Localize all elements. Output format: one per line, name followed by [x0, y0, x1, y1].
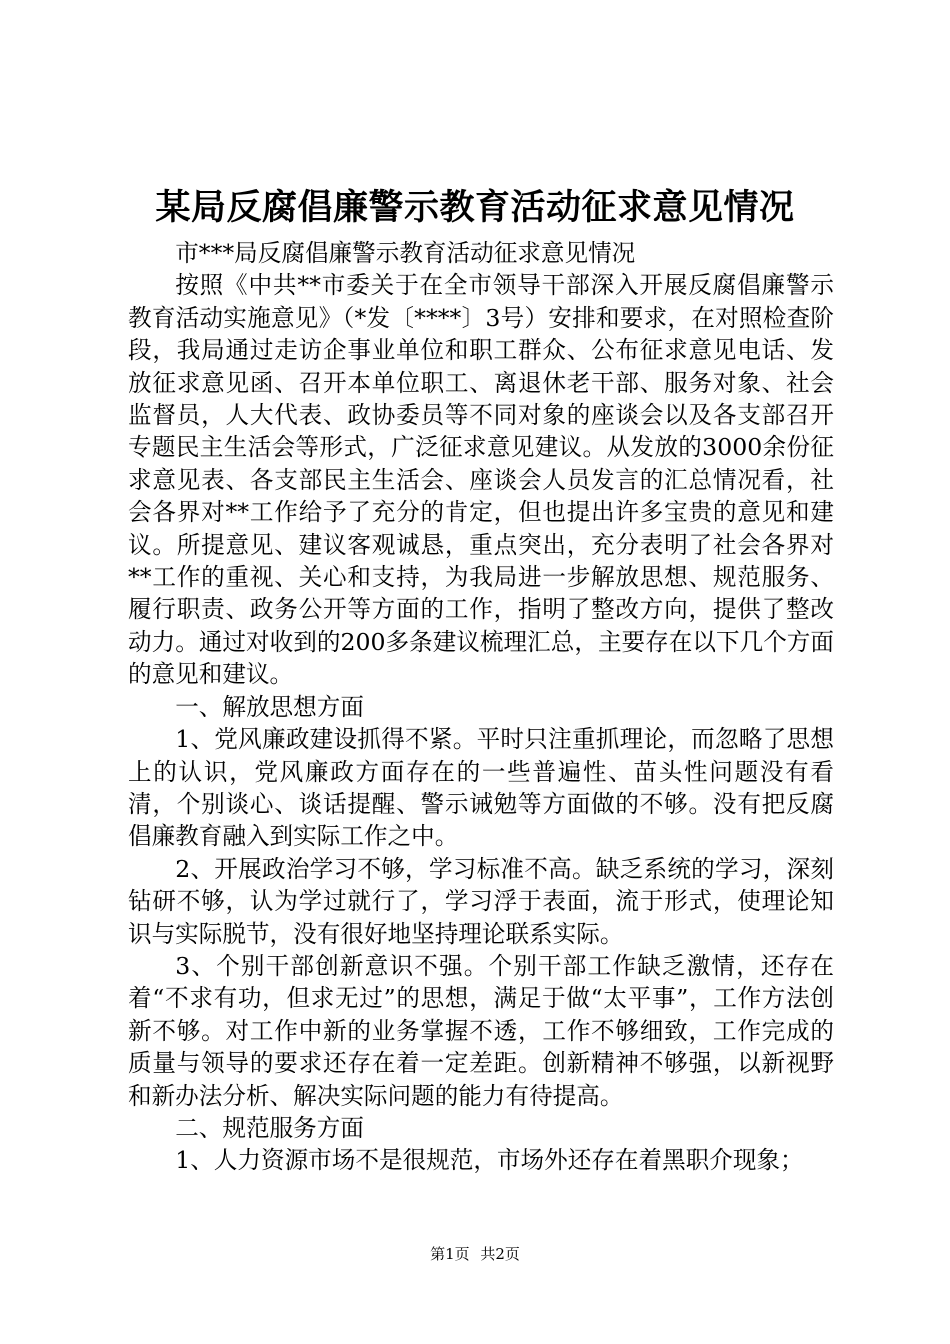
document-body	[128, 237, 834, 1177]
item-paragraph: 1、党风廉政建设抓得不紧。平时只注重抓理论，而忽略了思想上的认识，党风廉政方面存在的一些普遍性、苗头性问题没有看清，个别谈心、谈话提醒、警示诫勉等方面做的不够。没有把反腐倡廉教育融入到实际工作之中。	[128, 725, 834, 851]
document-title: 某局反腐倡廉警示教育活动征求意见情况	[155, 187, 795, 228]
subtitle-paragraph: 市***局反腐倡廉警示教育活动征求意见情况	[175, 239, 636, 267]
section-heading-1: 一、解放思想方面	[175, 692, 364, 721]
item-paragraph: 2、开展政治学习不够，学习标准不高。缺乏系统的学习，深刻钻研不够，认为学过就行了，学习浮于表面，流于形式，使理论知识与实际脱节，没有很好地坚持理论联系实际。	[128, 854, 834, 948]
page-number: 第1页	[430, 1245, 470, 1263]
page-total: 共2页	[480, 1245, 520, 1263]
section-heading-2: 二、规范服务方面	[175, 1113, 364, 1142]
intro-paragraph: 按照《中共**市委关于在全市领导干部深入开展反腐倡廉警示教育活动实施意见》（*发〔****〕3号）安排和要求，在对照检查阶段，我局通过走访企事业单位和职工群众、公布征求意见电话、发放征求意见函、召开本单位职工、离退休老干部、服务对象、社会监督员，人大代表、政协委员等不同对象的座谈会以及各支部召开专题民主生活会等形式，广泛征求意见建议。从发放的3000余份征求意见表、各支部民主生活会、座谈会人员发言的汇总情况看，社会各界对**工作给予了充分的肯定，但也提出许多宝贵的意见和建议。所提意见、建议客观诚恳，重点突出，充分表明了社会各界对**工作的重视、关心和支持，为我局进一步解放思想、规范服务、履行职责、政务公开等方面的工作，指明了整改方向，提供了整改动力。通过对收到的200多条建议梳理汇总，主要存在以下几个方面的意见和建议。	[128, 271, 834, 689]
page-footer	[0, 1244, 950, 1264]
item-paragraph: 3、个别干部创新意识不强。个别干部工作缺乏激情，还存在着“不求有功，但求无过”的思想，满足于做“太平事”，工作方法创新不够。对工作中新的业务掌握不透，工作不够细致，工作完成的质量与领导的要求还存在着一定差距。创新精神不够强，以新视野和新办法分析、解决实际问题的能力有待提高。	[128, 951, 834, 1110]
item-paragraph: 1、人力资源市场不是很规范，市场外还存在着黑职介现象；	[175, 1146, 804, 1175]
